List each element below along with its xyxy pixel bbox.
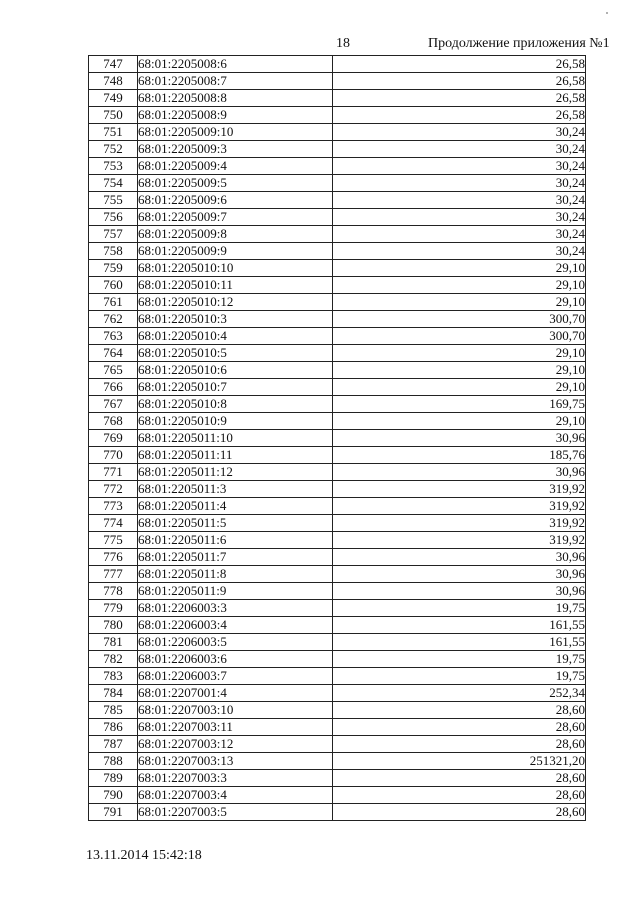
table-row [89, 464, 586, 481]
row-number-cell: 789 [89, 770, 138, 787]
row-number-cell: 762 [89, 311, 138, 328]
row-number-cell: 767 [89, 396, 138, 413]
cadastral-number-cell: 68:01:2205011:6 [138, 532, 333, 549]
value-cell: 30,24 [333, 158, 586, 175]
value-cell: 29,10 [333, 379, 586, 396]
cadastral-number-cell: 68:01:2205011:7 [138, 549, 333, 566]
value-cell: 28,60 [333, 702, 586, 719]
table-row [89, 685, 586, 702]
table-row [89, 243, 586, 260]
value-cell: 28,60 [333, 719, 586, 736]
cadastral-number-cell: 68:01:2205009:8 [138, 226, 333, 243]
value-cell: 300,70 [333, 328, 586, 345]
cadastral-number-cell: 68:01:2205011:3 [138, 481, 333, 498]
cadastral-number-cell: 68:01:2205008:6 [138, 56, 333, 73]
print-timestamp: 13.11.2014 15:42:18 [86, 848, 202, 863]
table-row [89, 107, 586, 124]
cadastral-number-cell: 68:01:2205009:5 [138, 175, 333, 192]
cadastral-number-cell: 68:01:2206003:4 [138, 617, 333, 634]
value-cell: 26,58 [333, 73, 586, 90]
value-cell: 26,58 [333, 107, 586, 124]
cadastral-number-cell: 68:01:2205010:6 [138, 362, 333, 379]
row-number-cell: 782 [89, 651, 138, 668]
row-number-cell: 791 [89, 804, 138, 821]
cadastral-number-cell: 68:01:2207003:11 [138, 719, 333, 736]
value-cell: 28,60 [333, 770, 586, 787]
table-row [89, 634, 586, 651]
cadastral-number-cell: 68:01:2206003:6 [138, 651, 333, 668]
value-cell: 319,92 [333, 532, 586, 549]
row-number-cell: 788 [89, 753, 138, 770]
table-row [89, 56, 586, 73]
row-number-cell: 759 [89, 260, 138, 277]
table-row [89, 498, 586, 515]
table-row [89, 668, 586, 685]
value-cell: 30,24 [333, 209, 586, 226]
table-row [89, 175, 586, 192]
table-row [89, 430, 586, 447]
row-number-cell: 784 [89, 685, 138, 702]
value-cell: 30,24 [333, 175, 586, 192]
table-row [89, 294, 586, 311]
value-cell: 319,92 [333, 498, 586, 515]
row-number-cell: 773 [89, 498, 138, 515]
table-row [89, 787, 586, 804]
row-number-cell: 765 [89, 362, 138, 379]
cadastral-number-cell: 68:01:2206003:7 [138, 668, 333, 685]
row-number-cell: 779 [89, 600, 138, 617]
row-number-cell: 776 [89, 549, 138, 566]
parcel-table [88, 55, 586, 821]
row-number-cell: 783 [89, 668, 138, 685]
value-cell: 319,92 [333, 515, 586, 532]
table-row [89, 396, 586, 413]
table-row [89, 90, 586, 107]
value-cell: 19,75 [333, 668, 586, 685]
table-row [89, 311, 586, 328]
cadastral-number-cell: 68:01:2205011:10 [138, 430, 333, 447]
cadastral-number-cell: 68:01:2205010:8 [138, 396, 333, 413]
row-number-cell: 764 [89, 345, 138, 362]
table-row [89, 736, 586, 753]
table-row [89, 277, 586, 294]
table-row [89, 532, 586, 549]
row-number-cell: 761 [89, 294, 138, 311]
row-number-cell: 774 [89, 515, 138, 532]
row-number-cell: 777 [89, 566, 138, 583]
cadastral-number-cell: 68:01:2205009:9 [138, 243, 333, 260]
row-number-cell: 749 [89, 90, 138, 107]
row-number-cell: 750 [89, 107, 138, 124]
table-row [89, 141, 586, 158]
row-number-cell: 755 [89, 192, 138, 209]
cadastral-number-cell: 68:01:2205010:3 [138, 311, 333, 328]
table-row [89, 770, 586, 787]
value-cell: 30,24 [333, 243, 586, 260]
table-row [89, 158, 586, 175]
cadastral-number-cell: 68:01:2205010:7 [138, 379, 333, 396]
value-cell: 161,55 [333, 634, 586, 651]
cadastral-number-cell: 68:01:2205011:8 [138, 566, 333, 583]
table-row [89, 719, 586, 736]
row-number-cell: 753 [89, 158, 138, 175]
row-number-cell: 771 [89, 464, 138, 481]
cadastral-number-cell: 68:01:2205008:9 [138, 107, 333, 124]
cadastral-number-cell: 68:01:2205010:11 [138, 277, 333, 294]
cadastral-number-cell: 68:01:2206003:3 [138, 600, 333, 617]
value-cell: 19,75 [333, 600, 586, 617]
row-number-cell: 775 [89, 532, 138, 549]
value-cell: 26,58 [333, 90, 586, 107]
value-cell: 30,96 [333, 566, 586, 583]
cadastral-number-cell: 68:01:2205008:8 [138, 90, 333, 107]
row-number-cell: 778 [89, 583, 138, 600]
row-number-cell: 751 [89, 124, 138, 141]
row-number-cell: 748 [89, 73, 138, 90]
value-cell: 28,60 [333, 736, 586, 753]
table-row [89, 549, 586, 566]
cadastral-number-cell: 68:01:2207003:12 [138, 736, 333, 753]
cadastral-number-cell: 68:01:2207003:10 [138, 702, 333, 719]
table-row [89, 515, 586, 532]
value-cell: 28,60 [333, 804, 586, 821]
row-number-cell: 758 [89, 243, 138, 260]
value-cell: 26,58 [333, 56, 586, 73]
value-cell: 30,24 [333, 124, 586, 141]
table-row [89, 124, 586, 141]
cadastral-number-cell: 68:01:2205010:5 [138, 345, 333, 362]
table-row [89, 447, 586, 464]
scan-dot-mark [606, 12, 608, 14]
table-row [89, 702, 586, 719]
value-cell: 29,10 [333, 413, 586, 430]
value-cell: 30,24 [333, 192, 586, 209]
value-cell: 30,96 [333, 464, 586, 481]
cadastral-number-cell: 68:01:2205011:12 [138, 464, 333, 481]
value-cell: 29,10 [333, 260, 586, 277]
cadastral-number-cell: 68:01:2206003:5 [138, 634, 333, 651]
cadastral-number-cell: 68:01:2205010:10 [138, 260, 333, 277]
row-number-cell: 756 [89, 209, 138, 226]
row-number-cell: 772 [89, 481, 138, 498]
table-row [89, 226, 586, 243]
table-row [89, 566, 586, 583]
row-number-cell: 747 [89, 56, 138, 73]
cadastral-number-cell: 68:01:2207001:4 [138, 685, 333, 702]
row-number-cell: 781 [89, 634, 138, 651]
table-row [89, 413, 586, 430]
value-cell: 300,70 [333, 311, 586, 328]
value-cell: 169,75 [333, 396, 586, 413]
table-row [89, 345, 586, 362]
cadastral-number-cell: 68:01:2205008:7 [138, 73, 333, 90]
table-row [89, 192, 586, 209]
value-cell: 252,34 [333, 685, 586, 702]
table-row [89, 260, 586, 277]
parcel-table-body [89, 56, 586, 821]
value-cell: 185,76 [333, 447, 586, 464]
table-row [89, 379, 586, 396]
row-number-cell: 787 [89, 736, 138, 753]
cadastral-number-cell: 68:01:2205009:7 [138, 209, 333, 226]
cadastral-number-cell: 68:01:2205009:3 [138, 141, 333, 158]
value-cell: 29,10 [333, 345, 586, 362]
row-number-cell: 780 [89, 617, 138, 634]
value-cell: 29,10 [333, 277, 586, 294]
row-number-cell: 786 [89, 719, 138, 736]
value-cell: 30,96 [333, 583, 586, 600]
cadastral-number-cell: 68:01:2207003:4 [138, 787, 333, 804]
table-row [89, 481, 586, 498]
row-number-cell: 790 [89, 787, 138, 804]
value-cell: 319,92 [333, 481, 586, 498]
cadastral-number-cell: 68:01:2205009:6 [138, 192, 333, 209]
row-number-cell: 752 [89, 141, 138, 158]
value-cell: 30,24 [333, 141, 586, 158]
value-cell: 251321,20 [333, 753, 586, 770]
value-cell: 30,96 [333, 549, 586, 566]
table-row [89, 328, 586, 345]
row-number-cell: 760 [89, 277, 138, 294]
table-row [89, 753, 586, 770]
table-row [89, 617, 586, 634]
table-row [89, 600, 586, 617]
value-cell: 161,55 [333, 617, 586, 634]
value-cell: 29,10 [333, 294, 586, 311]
row-number-cell: 766 [89, 379, 138, 396]
cadastral-number-cell: 68:01:2205011:11 [138, 447, 333, 464]
table-row [89, 362, 586, 379]
cadastral-number-cell: 68:01:2205011:4 [138, 498, 333, 515]
cadastral-number-cell: 68:01:2207003:13 [138, 753, 333, 770]
row-number-cell: 757 [89, 226, 138, 243]
cadastral-number-cell: 68:01:2205009:4 [138, 158, 333, 175]
row-number-cell: 763 [89, 328, 138, 345]
appendix-title: Продолжение приложения №1 [428, 36, 610, 51]
table-row [89, 209, 586, 226]
row-number-cell: 770 [89, 447, 138, 464]
cadastral-number-cell: 68:01:2205010:12 [138, 294, 333, 311]
table-row [89, 804, 586, 821]
cadastral-number-cell: 68:01:2207003:3 [138, 770, 333, 787]
row-number-cell: 768 [89, 413, 138, 430]
cadastral-number-cell: 68:01:2205010:9 [138, 413, 333, 430]
table-row [89, 651, 586, 668]
cadastral-number-cell: 68:01:2205011:9 [138, 583, 333, 600]
cadastral-number-cell: 68:01:2205009:10 [138, 124, 333, 141]
value-cell: 19,75 [333, 651, 586, 668]
value-cell: 30,96 [333, 430, 586, 447]
value-cell: 30,24 [333, 226, 586, 243]
cadastral-number-cell: 68:01:2207003:5 [138, 804, 333, 821]
cadastral-number-cell: 68:01:2205011:5 [138, 515, 333, 532]
cadastral-number-cell: 68:01:2205010:4 [138, 328, 333, 345]
page-number: 18 [336, 36, 350, 51]
row-number-cell: 785 [89, 702, 138, 719]
table-row [89, 583, 586, 600]
row-number-cell: 769 [89, 430, 138, 447]
value-cell: 29,10 [333, 362, 586, 379]
row-number-cell: 754 [89, 175, 138, 192]
table-row [89, 73, 586, 90]
value-cell: 28,60 [333, 787, 586, 804]
